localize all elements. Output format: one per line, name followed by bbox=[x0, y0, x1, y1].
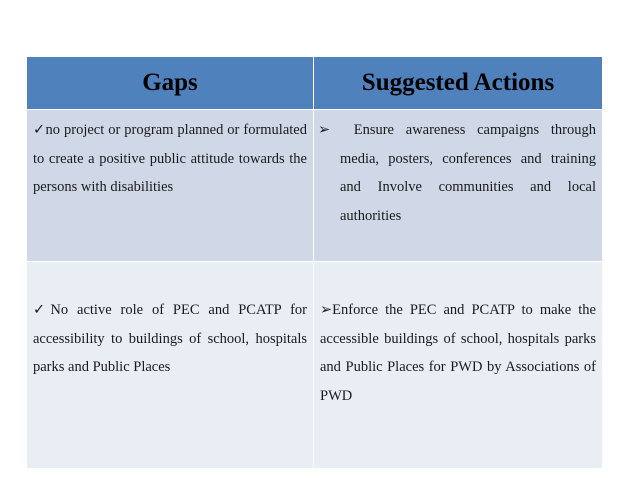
arrow-bullet-icon: ➢ bbox=[320, 302, 333, 318]
checkmark-icon: ✓ bbox=[33, 302, 51, 318]
table-row bbox=[27, 262, 603, 469]
gap-cell bbox=[27, 262, 314, 469]
gaps-actions-table bbox=[26, 56, 603, 469]
checkmark-icon: ✓ bbox=[33, 122, 46, 138]
header-suggested-actions: Suggested Actions bbox=[314, 57, 603, 110]
arrow-bullet-icon: ➢ bbox=[318, 122, 331, 138]
table-header-row bbox=[27, 57, 603, 110]
action-cell bbox=[314, 110, 603, 262]
header-gaps: Gaps bbox=[27, 57, 314, 110]
gap-cell bbox=[27, 110, 314, 262]
action-cell bbox=[314, 262, 603, 469]
action-text: Ensure awareness campaigns through media, posters, conferences and training and Involve communities and local authorities bbox=[340, 122, 597, 224]
gap-text: No active role of PEC and PCATP for accessibility to buildings of school, hospitals parks and Public Places bbox=[33, 302, 307, 375]
gap-text: no project or program planned or formulated to create a positive public attitude towards the persons with disabilities bbox=[33, 122, 307, 195]
table-row bbox=[27, 110, 603, 262]
action-text: Enforce the PEC and PCATP to make the accessible buildings of school, hospitals parks and Public Places for PWD by Associations of PWD bbox=[320, 302, 596, 404]
